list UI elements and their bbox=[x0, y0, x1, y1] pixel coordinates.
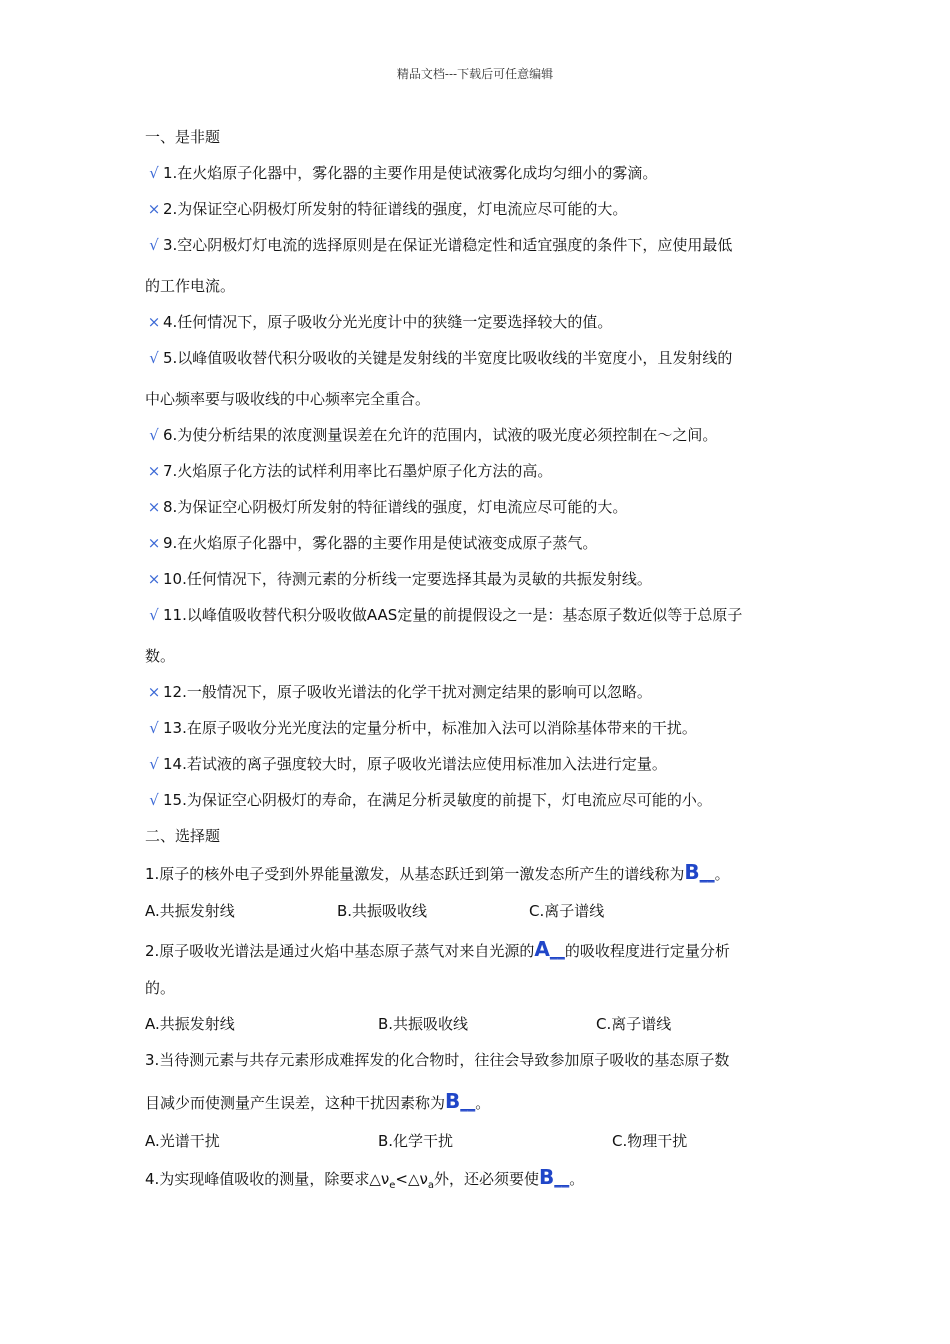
tf-item-3-cont: 的工作电流。 bbox=[145, 277, 236, 295]
tf-item-11-cont: 数。 bbox=[145, 647, 176, 665]
tf-item-5: √ 5.以峰值吸收替代积分吸收的关键是发射线的半宽度比吸收线的半宽度小，且发射线的 bbox=[145, 348, 805, 368]
tf-item-3: √ 3.空心阴极灯灯电流的选择原则是在保证光谱稳定性和适宜强度的条件下，应使用最低 bbox=[145, 235, 805, 255]
tf-item-15: √ 15.为保证空心阴极灯的寿命，在满足分析灵敏度的前提下，灯电流应尽可能的小。 bbox=[145, 790, 805, 810]
option-c: C.离子谱线 bbox=[596, 1015, 672, 1033]
section-title-true-false: 一、是非题 bbox=[145, 128, 221, 146]
mc-question-3: 3.当待测元素与共存元素形成难挥发的化合物时，往往会导致参加原子吸收的基态原子数 bbox=[145, 1051, 730, 1069]
answer-letter: B bbox=[539, 1165, 555, 1189]
tf-item-6: √ 6.为使分析结果的浓度测量误差在允许的范围内，试液的吸光度必须控制在～之间。 bbox=[145, 425, 805, 445]
mc-question-3-cont: 目减少而使测量产生误差，这种干扰因素称为B__。 bbox=[145, 1089, 491, 1113]
cross-icon: × bbox=[147, 462, 161, 480]
tf-item-13: √ 13.在原子吸收分光光度法的定量分析中，标准加入法可以消除基体带来的干扰。 bbox=[145, 718, 805, 738]
tf-item-7: × 7.火焰原子化方法的试样利用率比石墨炉原子化方法的高。 bbox=[145, 461, 805, 481]
tf-item-5-cont: 中心频率要与吸收线的中心频率完全重合。 bbox=[145, 390, 431, 408]
mc-question-4: 4.为实现峰值吸收的测量，除要求$\triangle\nu_e<\triangle\nu_a$外，还必须要使B__。 bbox=[145, 1165, 585, 1191]
tf-item-10: × 10.任何情况下，待测元素的分析线一定要选择其最为灵敏的共振发射线。 bbox=[145, 569, 805, 589]
cross-icon: × bbox=[147, 313, 161, 331]
answer-letter: A bbox=[534, 937, 550, 961]
tf-item-11: √ 11.以峰值吸收替代积分吸收做AAS定量的前提假设之一是：基态原子数近似等于总原子 bbox=[145, 605, 805, 625]
option-b: B.共振吸收线 bbox=[337, 902, 428, 920]
option-a: A.共振发射线 bbox=[145, 902, 235, 920]
tf-item-12: × 12.一般情况下，原子吸收光谱法的化学干扰对测定结果的影响可以忽略。 bbox=[145, 682, 805, 702]
tf-item-14: √ 14.若试液的离子强度较大时，原子吸收光谱法应使用标准加入法进行定量。 bbox=[145, 754, 805, 774]
option-a: A.光谱干扰 bbox=[145, 1132, 220, 1150]
option-c: C.离子谱线 bbox=[529, 902, 605, 920]
cross-icon: × bbox=[147, 498, 161, 516]
tf-item-4: × 4.任何情况下，原子吸收分光光度计中的狭缝一定要选择较大的值。 bbox=[145, 312, 805, 332]
mc-question-2: 2.原子吸收光谱法是通过火焰中基态原子蒸气对来自光源的A__的吸收程度进行定量分析 bbox=[145, 937, 730, 961]
mc-question-2-cont: 的。 bbox=[145, 979, 176, 997]
check-icon: √ bbox=[149, 606, 159, 624]
tf-item-1: √ 1.在火焰原子化器中，雾化器的主要作用是使试液雾化成均匀细小的雾滴。 bbox=[145, 163, 805, 183]
tf-item-2: × 2.为保证空心阴极灯所发射的特征谱线的强度，灯电流应尽可能的大。 bbox=[145, 199, 805, 219]
option-b: B.共振吸收线 bbox=[378, 1015, 469, 1033]
check-icon: √ bbox=[149, 791, 159, 809]
option-b: B.化学干扰 bbox=[378, 1132, 454, 1150]
answer-letter: B bbox=[684, 860, 700, 884]
check-icon: √ bbox=[149, 164, 159, 182]
check-icon: √ bbox=[149, 755, 159, 773]
mc-question-1: 1.原子的核外电子受到外界能量激发，从基态跃迁到第一激发态所产生的谱线称为B__。 bbox=[145, 860, 730, 884]
check-icon: √ bbox=[149, 719, 159, 737]
cross-icon: × bbox=[147, 534, 161, 552]
cross-icon: × bbox=[147, 683, 161, 701]
cross-icon: × bbox=[147, 570, 161, 588]
check-icon: √ bbox=[149, 349, 159, 367]
check-icon: √ bbox=[149, 426, 159, 444]
option-a: A.共振发射线 bbox=[145, 1015, 235, 1033]
option-c: C.物理干扰 bbox=[612, 1132, 688, 1150]
check-icon: √ bbox=[149, 236, 159, 254]
section-title-multiple-choice: 二、选择题 bbox=[145, 827, 221, 845]
cross-icon: × bbox=[147, 200, 161, 218]
tf-item-8: × 8.为保证空心阴极灯所发射的特征谱线的强度，灯电流应尽可能的大。 bbox=[145, 497, 805, 517]
tf-item-9: × 9.在火焰原子化器中，雾化器的主要作用是使试液变成原子蒸气。 bbox=[145, 533, 805, 553]
page-header: 精品文档---下载后可任意编辑 bbox=[396, 67, 554, 81]
answer-letter: B bbox=[445, 1089, 461, 1113]
